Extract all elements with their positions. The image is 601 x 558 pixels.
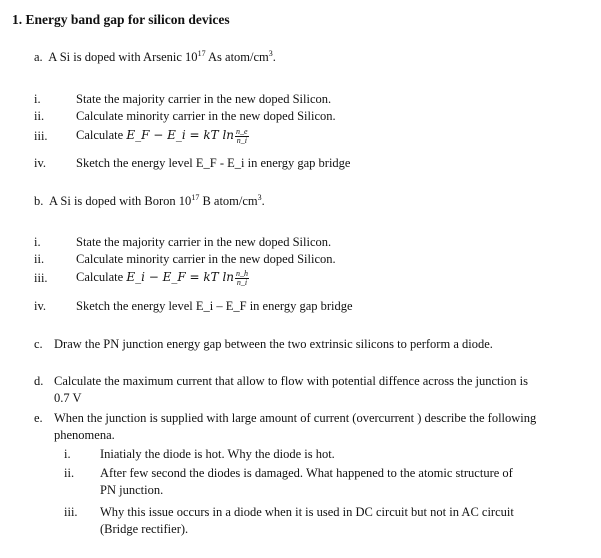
section-c-text: Draw the PN junction energy gap between the two extrinsic silicons to perform a diode. bbox=[54, 337, 493, 351]
section-b-item-2-num: ii. bbox=[34, 252, 45, 266]
section-a-letter: a. bbox=[34, 50, 43, 64]
section-b-exponent: 17 bbox=[191, 193, 200, 202]
section-a-item-2-num: ii. bbox=[34, 109, 45, 123]
section-d-text: Calculate the maximum current that allow to flow with potential diffence across the junction is 0.7 V bbox=[54, 374, 528, 405]
section-a-unit: As atom/cm bbox=[205, 50, 269, 64]
section-a-item-1-num: i. bbox=[34, 92, 41, 106]
section-b-item-1-num: i. bbox=[34, 235, 41, 249]
section-a-statement bbox=[34, 49, 276, 65]
section-b-item-4-num: iv. bbox=[34, 299, 47, 313]
question-title: 1. Energy band gap for silicon devices bbox=[12, 12, 230, 27]
section-a-item-4-num: iv. bbox=[34, 156, 47, 170]
section-a-exponent: 17 bbox=[197, 49, 206, 58]
section-b-item-3-num: iii. bbox=[34, 271, 48, 285]
section-e-text: When the junction is supplied with large amount of current (overcurrent ) describe the following phenomena. bbox=[54, 411, 537, 442]
section-a-item-2: Calculate minority carrier in the new doped Silicon. bbox=[76, 109, 336, 123]
section-a-fraction-numerator: n_e bbox=[236, 127, 248, 136]
section-e-item-3-num: iii. bbox=[64, 505, 78, 519]
section-b-item-4: Sketch the energy level E_i – E_F in energy gap bridge bbox=[76, 299, 353, 313]
section-b-letter: b. bbox=[34, 194, 44, 208]
section-b-fraction-denominator: n_i bbox=[236, 278, 248, 287]
section-b-fraction bbox=[235, 270, 249, 287]
section-e-letter: e. bbox=[34, 411, 43, 425]
section-b-item-3 bbox=[76, 269, 249, 287]
section-b-equation: E_i − E_F = kT ln bbox=[126, 270, 235, 284]
section-a-fraction bbox=[235, 128, 249, 145]
section-b-unit-exponent: 3 bbox=[257, 193, 262, 202]
section-b-statement bbox=[34, 193, 265, 209]
section-e-item-2: After few second the diodes is damaged. What happened to the atomic structure of PN junction. bbox=[100, 466, 513, 497]
section-d-letter: d. bbox=[34, 374, 44, 388]
section-a-item-3-num: iii. bbox=[34, 129, 48, 143]
section-a-item-4: Sketch the energy level E_F - E_i in energy gap bridge bbox=[76, 156, 351, 170]
section-a-item-3 bbox=[76, 127, 249, 145]
section-b-text: A Si is doped with Boron 10 bbox=[48, 194, 192, 208]
section-a-item-1: State the majority carrier in the new doped Silicon. bbox=[76, 92, 332, 106]
section-b-item-3-label: Calculate bbox=[76, 270, 127, 284]
section-c-letter: c. bbox=[34, 337, 43, 351]
section-a-fraction-denominator: n_i bbox=[236, 136, 247, 145]
section-a-unit-exponent: 3 bbox=[268, 49, 273, 58]
section-e-item-1-num: i. bbox=[64, 447, 71, 461]
section-a-item-3-label: Calculate bbox=[76, 128, 127, 142]
section-b-item-2: Calculate minority carrier in the new doped Silicon. bbox=[76, 252, 336, 266]
section-e-item-1: Iniatialy the diode is hot. Why the diode is hot. bbox=[100, 447, 335, 461]
section-e-item-3: Why this issue occurs in a diode when it is used in DC circuit but not in AC circuit (Bridge rectifier). bbox=[100, 505, 514, 536]
section-b-fraction-numerator: n_h bbox=[236, 269, 249, 278]
section-e-item-2-num: ii. bbox=[64, 466, 75, 480]
section-b-end: . bbox=[261, 194, 265, 208]
section-b-item-1: State the majority carrier in the new doped Silicon. bbox=[76, 235, 332, 249]
section-b-unit: B atom/cm bbox=[199, 194, 258, 208]
section-a-equation: E_F − E_i = kT ln bbox=[126, 128, 235, 142]
section-a-end: . bbox=[272, 50, 276, 64]
section-a-text: A Si is doped with Arsenic 10 bbox=[48, 50, 198, 64]
